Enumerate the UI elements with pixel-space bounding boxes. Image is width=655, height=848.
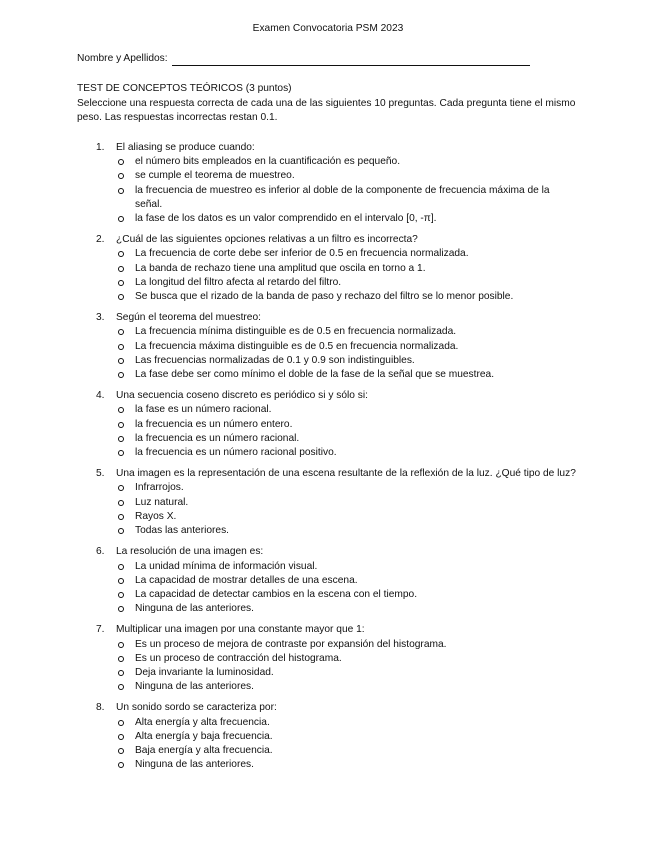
option-list	[116, 247, 579, 304]
option-text: Deja invariante la luminosidad.	[135, 666, 274, 678]
answer-option	[116, 730, 579, 744]
instructions: Seleccione una respuesta correcta de cada una de las siguientes 10 preguntas. Cada pregunta tiene el mismo peso. Las respuestas incorrectas restan 0.1.	[77, 97, 576, 123]
circle-bullet-icon	[118, 514, 124, 520]
answer-option	[116, 716, 579, 730]
option-text: la frecuencia de muestreo es inferior al doble de la componente de frecuencia máxima de la señal.	[135, 184, 550, 210]
option-text: La frecuencia máxima distinguible es de 0.5 en frecuencia normalizada.	[135, 340, 459, 352]
option-text: Todas las anteriores.	[135, 525, 229, 537]
option-text: la frecuencia es un número entero.	[135, 418, 293, 430]
answer-option	[116, 680, 579, 694]
answer-option	[116, 325, 579, 339]
answer-option	[116, 368, 579, 382]
answer-option	[116, 403, 579, 417]
option-text: la frecuencia es un número racional positivo.	[135, 447, 337, 459]
question-text: Según el teorema del muestreo:	[116, 312, 261, 324]
option-text: Es un proceso de contracción del histograma.	[135, 652, 342, 664]
exam-title: Examen Convocatoria PSM 2023	[252, 23, 404, 34]
option-text: Ninguna de las anteriores.	[135, 759, 254, 771]
option-list	[116, 481, 579, 538]
option-list	[116, 155, 579, 226]
circle-bullet-icon	[118, 216, 124, 222]
circle-bullet-icon	[118, 372, 124, 378]
option-list	[116, 325, 579, 382]
option-text: La fase debe ser como mínimo el doble de la fase de la señal que se muestrea.	[135, 369, 495, 381]
name-label: Nombre y Apellidos:	[77, 53, 168, 65]
circle-bullet-icon	[118, 500, 124, 506]
name-blank-line	[172, 54, 530, 66]
option-text: La frecuencia mínima distinguible es de 0.5 en frecuencia normalizada.	[135, 326, 457, 338]
circle-bullet-icon	[118, 578, 124, 584]
answer-option	[116, 560, 579, 574]
question-text: Una secuencia coseno discreto es periódico si y sólo si:	[116, 390, 368, 402]
circle-bullet-icon	[118, 748, 124, 754]
answer-option	[116, 744, 579, 758]
question-item	[77, 233, 579, 304]
answer-option	[116, 496, 579, 510]
option-text: La capacidad de mostrar detalles de una escena.	[135, 574, 358, 586]
answer-option	[116, 354, 579, 368]
option-text: Ninguna de las anteriores.	[135, 681, 254, 693]
circle-bullet-icon	[118, 436, 124, 442]
question-text: La resolución de una imagen es:	[116, 546, 264, 558]
answer-option	[116, 155, 579, 169]
circle-bullet-icon	[118, 656, 124, 662]
circle-bullet-icon	[118, 266, 124, 272]
answer-option	[116, 212, 579, 226]
circle-bullet-icon	[118, 422, 124, 428]
option-text: Es un proceso de mejora de contraste por expansión del histograma.	[135, 638, 447, 650]
option-text: Luz natural.	[135, 496, 189, 508]
circle-bullet-icon	[118, 173, 124, 179]
option-text: Las frecuencias normalizadas de 0.1 y 0.9 son indistinguibles.	[135, 354, 415, 366]
circle-bullet-icon	[118, 407, 124, 413]
question-text: El aliasing se produce cuando:	[116, 142, 255, 154]
option-text: Alta energía y baja frecuencia.	[135, 730, 273, 742]
option-text: se cumple el teorema de muestreo.	[135, 170, 295, 182]
question-number: 1.	[96, 142, 105, 154]
answer-option	[116, 290, 579, 304]
answer-option	[116, 481, 579, 495]
option-text: el número bits empleados en la cuantificación es pequeño.	[135, 156, 401, 168]
question-item	[77, 141, 579, 226]
answer-option	[116, 418, 579, 432]
question-item	[77, 311, 579, 382]
circle-bullet-icon	[118, 329, 124, 335]
answer-option	[116, 432, 579, 446]
circle-bullet-icon	[118, 720, 124, 726]
option-list	[116, 716, 579, 773]
question-number: 3.	[96, 312, 105, 324]
option-text: Ninguna de las anteriores.	[135, 603, 254, 615]
option-text: Se busca que el rizado de la banda de paso y rechazo del filtro se lo menor posible.	[135, 291, 514, 303]
answer-option	[116, 340, 579, 354]
question-item	[77, 389, 579, 460]
circle-bullet-icon	[118, 485, 124, 491]
circle-bullet-icon	[118, 358, 124, 364]
option-text: la fase de los datos es un valor comprendido en el intervalo [0, -π].	[135, 213, 437, 225]
question-number: 2.	[96, 234, 105, 246]
question-text: Una imagen es la representación de una escena resultante de la reflexión de la luz. ¿Qué tipo de luz?	[116, 468, 576, 480]
answer-option	[116, 184, 579, 212]
answer-option	[116, 169, 579, 183]
circle-bullet-icon	[118, 670, 124, 676]
option-text: La longitud del filtro afecta al retardo del filtro.	[135, 276, 342, 288]
answer-option	[116, 652, 579, 666]
circle-bullet-icon	[118, 528, 124, 534]
question-number: 4.	[96, 390, 105, 402]
answer-option	[116, 666, 579, 680]
answer-option	[116, 574, 579, 588]
question-text: Un sonido sordo se caracteriza por:	[116, 702, 277, 714]
option-text: Alta energía y alta frecuencia.	[135, 716, 270, 728]
circle-bullet-icon	[118, 734, 124, 740]
circle-bullet-icon	[118, 450, 124, 456]
circle-bullet-icon	[118, 294, 124, 300]
option-text: La capacidad de detectar cambios en la escena con el tiempo.	[135, 588, 418, 600]
answer-option	[116, 602, 579, 616]
option-text: La banda de rechazo tiene una amplitud que oscila en torno a 1.	[135, 262, 426, 274]
circle-bullet-icon	[118, 344, 124, 350]
question-text: ¿Cuál de las siguientes opciones relativas a un filtro es incorrecta?	[116, 234, 418, 246]
option-text: Baja energía y alta frecuencia.	[135, 744, 273, 756]
option-text: Infrarrojos.	[135, 482, 184, 494]
question-number: 8.	[96, 702, 105, 714]
question-item	[77, 467, 579, 538]
name-line	[77, 52, 579, 66]
option-text: Rayos X.	[135, 510, 177, 522]
question-number: 5.	[96, 468, 105, 480]
answer-option	[116, 262, 579, 276]
circle-bullet-icon	[118, 606, 124, 612]
circle-bullet-icon	[118, 251, 124, 257]
circle-bullet-icon	[118, 684, 124, 690]
circle-bullet-icon	[118, 159, 124, 165]
circle-bullet-icon	[118, 762, 124, 768]
option-list	[116, 638, 579, 695]
question-item	[77, 545, 579, 616]
option-text: La frecuencia de corte debe ser inferior de 0.5 en frecuencia normalizada.	[135, 248, 469, 260]
circle-bullet-icon	[118, 592, 124, 598]
question-number: 7.	[96, 624, 105, 636]
option-text: la frecuencia es un número racional.	[135, 432, 300, 444]
circle-bullet-icon	[118, 280, 124, 286]
section-heading: TEST DE CONCEPTOS TEÓRICOS (3 puntos)	[77, 83, 292, 95]
answer-option	[116, 510, 579, 524]
question-number: 6.	[96, 546, 105, 558]
circle-bullet-icon	[118, 188, 124, 194]
circle-bullet-icon	[118, 642, 124, 648]
question-item	[77, 701, 579, 772]
option-text: La unidad mínima de información visual.	[135, 560, 318, 572]
answer-option	[116, 588, 579, 602]
option-list	[116, 560, 579, 617]
answer-option	[116, 446, 579, 460]
answer-option	[116, 524, 579, 538]
circle-bullet-icon	[118, 564, 124, 570]
answer-option	[116, 247, 579, 261]
option-text: la fase es un número racional.	[135, 404, 272, 416]
question-list	[77, 141, 579, 772]
answer-option	[116, 276, 579, 290]
question-item	[77, 623, 579, 694]
answer-option	[116, 638, 579, 652]
option-list	[116, 403, 579, 460]
question-text: Multiplicar una imagen por una constante mayor que 1:	[116, 624, 365, 636]
answer-option	[116, 758, 579, 772]
